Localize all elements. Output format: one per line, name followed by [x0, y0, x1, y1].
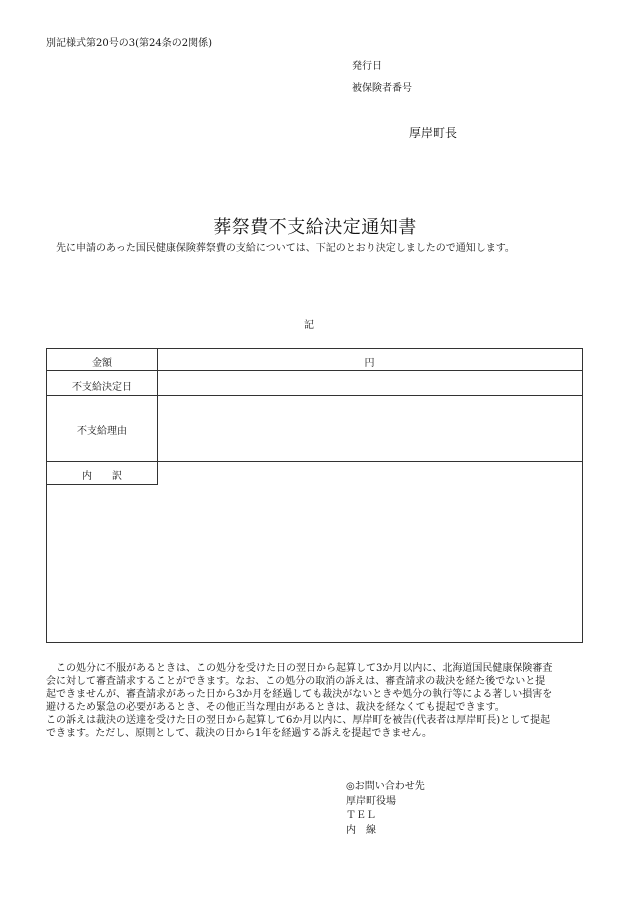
- amount-unit: 円: [364, 358, 375, 369]
- contact-extension-label: 内 線: [346, 824, 376, 836]
- notice-line: 起できませんが、審査請求があった日から3か月を経過しても裁決がないときや処分の執行等による著しい損害を: [46, 689, 553, 700]
- row-divider: [47, 461, 582, 462]
- reason-label: 不支給理由: [77, 426, 127, 437]
- notice-line: この処分に不服があるときは、この処分を受けた日の翌日から起算して3か月以内に、北海道国民健康保険審査: [46, 663, 553, 674]
- row-divider: [47, 395, 582, 396]
- amount-label: 金額: [92, 358, 112, 369]
- contact-heading: ◎お問い合わせ先: [346, 781, 425, 792]
- column-divider: [157, 349, 158, 485]
- notice-line: 避けるため緊急の必要があるとき、その他正当な理由があるときは、裁決を経なくても提起できます。: [46, 702, 505, 713]
- notice-line: 会に対して審査請求することができます。なお、この処分の取消の訴えは、審査請求の裁決を経た後でないと提: [46, 676, 546, 687]
- breakdown-label: 内 訳: [82, 471, 122, 482]
- contact-block: [346, 780, 425, 838]
- appeal-notice: [46, 662, 566, 740]
- contact-tel-label: ＴＥＬ: [346, 810, 376, 821]
- notice-line: この訴えは裁決の送達を受けた日の翌日から起算して6か月以内に、厚岸町を被告(代表者は厚岸町長)として提起: [46, 715, 551, 726]
- row-divider: [47, 484, 157, 485]
- issuer-name: 厚岸町長: [409, 126, 458, 140]
- document-title: 葬祭費不支給決定通知書: [213, 217, 417, 238]
- insured-number-label: 被保険者番号: [352, 83, 412, 94]
- ki-marker: 記: [304, 320, 314, 331]
- decision-date-label: 不支給決定日: [72, 382, 132, 393]
- form-number: 別記様式第20号の3(第24条の2関係): [46, 38, 212, 49]
- row-divider: [47, 370, 582, 371]
- intro-text: 先に申請のあった国民健康保険葬祭費の支給については、下記のとおり決定しましたので通知します。: [56, 243, 515, 254]
- issue-date-label: 発行日: [352, 61, 382, 72]
- notice-line: できます。ただし、原則として、裁決の日から1年を経過する訴えを提起できません。: [46, 728, 432, 739]
- contact-office: 厚岸町役場: [346, 795, 396, 807]
- decision-table: [46, 348, 583, 643]
